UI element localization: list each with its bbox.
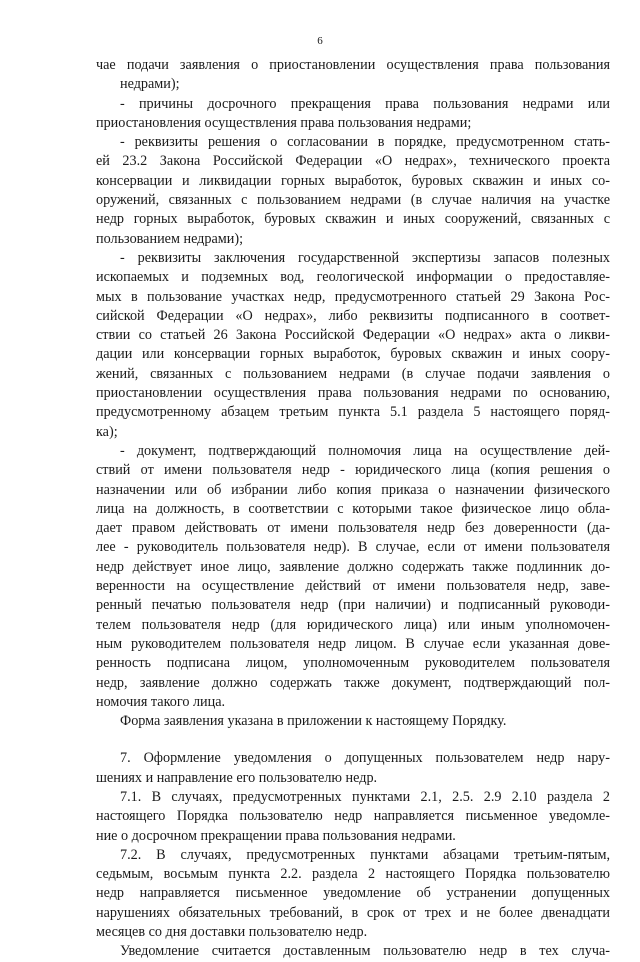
text-line: шениях и направление его пользователю недр.: [96, 769, 378, 786]
paragraph-continued: [96, 56, 610, 95]
text-line: чае подачи заявления о приостановлении осуществления права пользования: [96, 57, 610, 73]
text-line: консервации и ликвидации горных выработок, буровых скважин и иных со-: [96, 172, 610, 189]
text-line: Форма заявления указана в приложении к настоящему Порядку.: [120, 713, 507, 730]
clause-7-1: [96, 788, 610, 846]
text-line: лица на должность, в соответствии с которыми такое физическое лицо обла-: [96, 500, 610, 517]
text-line: дации или консервации горных выработок, буровых скважин и иных соору-: [96, 346, 610, 363]
paragraph-expertise-details: [96, 249, 610, 442]
text-line: 7.1. В случаях, предусмотренных пунктами 2.1, 2.5. 2.9 2.10 раздела 2: [120, 788, 610, 805]
document-body: [96, 56, 610, 962]
text-line: ренный печатью пользователя недр (при наличии) и подписанный руководи-: [96, 597, 610, 614]
text-line: приостановлении осуществления права пользования недрами по основанию,: [96, 385, 610, 402]
paragraph-delivery-notice: [96, 942, 610, 961]
text-line: недр действует иное лицо, заявление должно содержать также подлинник до-: [96, 558, 610, 575]
clause-7-2: [96, 846, 610, 942]
text-line: Уведомление считается доставленным пользователю недр в тех случа-: [120, 943, 610, 960]
text-line: ствий от имени пользователя недр - юридического лица (копия решения о: [96, 462, 610, 479]
text-line: - реквизиты заключения государственной экспертизы запасов полезных: [120, 249, 610, 266]
text-line: лее - руководитель пользователя недр). В случае, если от имени пользователя: [96, 539, 610, 556]
text-line: пользованием недрами);: [96, 230, 244, 247]
paragraph-termination-reasons: [96, 95, 610, 134]
text-line: ние о досрочном прекращении права пользования недрами.: [96, 827, 456, 844]
text-line: нарушениях обязательных требований, в срок от трех и не более двенадцати: [96, 904, 610, 921]
text-line: - реквизиты решения о согласовании в порядке, предусмотренном стать-: [120, 134, 610, 151]
text-line: ка);: [96, 423, 118, 440]
text-line: телем пользователя недр (для юридического лица) или иным уполномочен-: [96, 616, 610, 633]
paragraph-authority-document: [96, 442, 610, 712]
section-7-heading: [96, 749, 610, 788]
text-line: 7. Оформление уведомления о допущенных пользователем недр нару-: [120, 750, 610, 767]
text-line: сийской Федерации «О недрах», либо реквизиты подписанного в соответ-: [96, 307, 610, 324]
paragraph-decision-details: [96, 133, 610, 249]
text-line: ным руководителем пользователя недр лицом. В случае если указанная дове-: [96, 635, 610, 652]
text-line: недр, заявление должно содержать также документ, подтверждающий пол-: [96, 674, 610, 691]
text-line: 7.2. В случаях, предусмотренных пунктами абзацами третьим-пятым,: [120, 846, 610, 863]
text-line: дает правом действовать от имени пользователя недр без доверенности (да-: [96, 520, 610, 537]
text-line: недр направляется письменное уведомление об устранении допущенных: [96, 885, 610, 902]
paragraph-spacer: [96, 731, 610, 749]
text-line: приостановления осуществления права пользования недрами;: [96, 114, 472, 131]
paragraph-form-reference: [96, 712, 610, 731]
text-line: настоящего Порядка пользователю недр направляется письменное уведомле-: [96, 808, 610, 825]
text-line: недр горных выработок, буровых скважин и иных сооружений, связанных с: [96, 211, 610, 228]
text-line: ренность подписана лицом, уполномоченным руководителем пользователя: [96, 655, 610, 672]
text-line: ствии со статьей 26 Закона Российской Федерации «О недрах» акта о ликви-: [96, 327, 610, 344]
page-number: 6: [317, 35, 323, 47]
text-line: седьмым, восьмым пункта 2.2. раздела 2 настоящего Порядка пользователю: [96, 866, 610, 883]
text-line: - причины досрочного прекращения права пользования недрами или: [120, 95, 610, 112]
text-line: месяцев со дня доставки пользователю недр.: [96, 924, 368, 941]
text-line: предусмотренному абзацем третьим пункта 5.1 раздела 5 настоящего поряд-: [96, 404, 610, 421]
text-line: мых в пользование участках недр, предусмотренного статьей 29 Закона Рос-: [96, 288, 610, 305]
text-line: ископаемых и подземных вод, геологической информации о предоставляе-: [96, 269, 610, 286]
text-line: назначении или об избрании либо копия приказа о назначении физического: [96, 481, 610, 498]
text-line: ей 23.2 Закона Российской Федерации «О недрах», технического проекта: [96, 153, 610, 170]
text-line: - документ, подтверждающий полномочия лица на осуществление дей-: [120, 442, 610, 459]
text-line: номочия такого лица.: [96, 693, 226, 710]
text-line: оружений, связанных с пользованием недрами (в случае наличия на участке: [96, 192, 610, 209]
text-line: веренности на осуществление действий от имени пользователя недр, заве-: [96, 578, 610, 595]
text-line: недрами);: [120, 76, 180, 93]
text-line: жений, связанных с пользованием недрами (в случае подачи заявления о: [96, 365, 610, 382]
